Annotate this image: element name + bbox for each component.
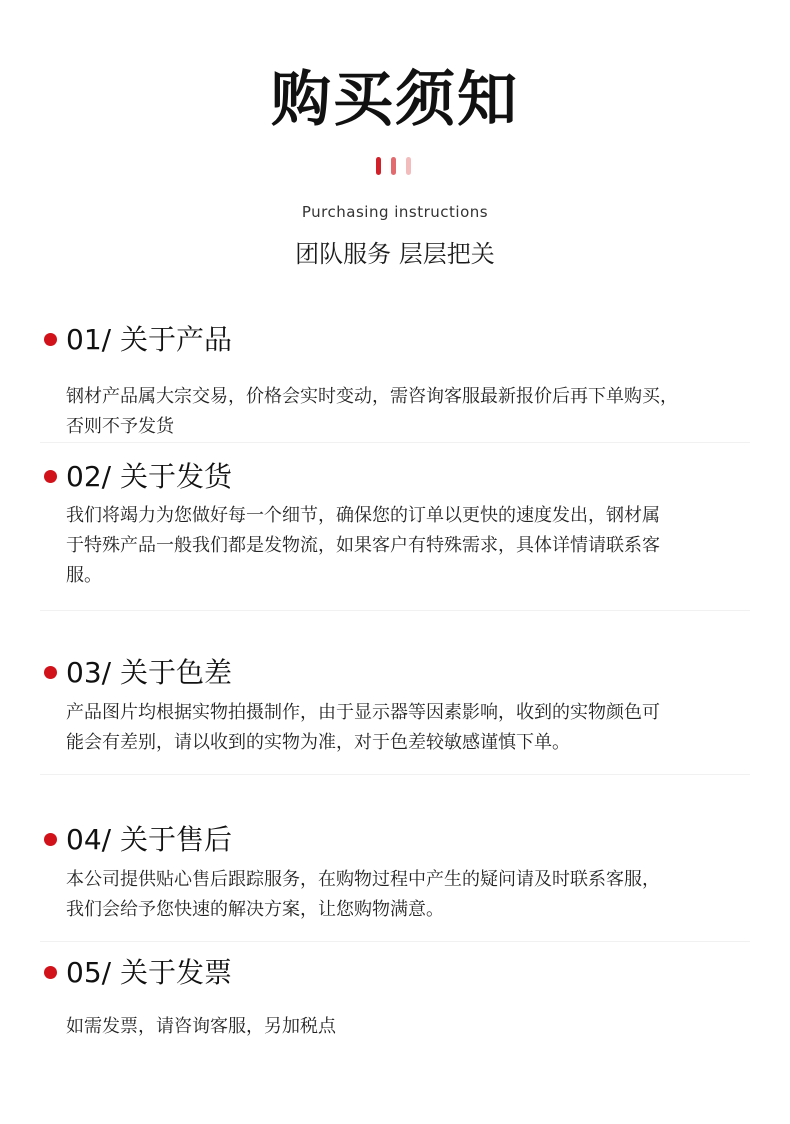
section-heading-text: 02/ 关于发货 [66, 460, 232, 493]
divider [40, 941, 750, 942]
section-heading-text: 04/ 关于售后 [66, 823, 232, 856]
bullet-dot-icon [44, 966, 57, 979]
body-line: 于特殊产品一般我们都是发物流，如果客户有特殊需求，具体详情请联系客 [66, 535, 660, 556]
section-heading-text: 01/ 关于产品 [66, 323, 232, 356]
bullet-dot-icon [44, 333, 57, 346]
accent-bars-decoration [376, 157, 416, 175]
divider [40, 774, 750, 775]
body-line: 本公司提供贴心售后跟踪服务，在购物过程中产生的疑问请及时联系客服， [66, 869, 660, 890]
section-heading-text: 05/ 关于发票 [66, 956, 232, 989]
page-subtitle-english: Purchasing instructions [301, 203, 489, 221]
body-line: 否则不予发货 [66, 416, 174, 437]
section-heading [0, 653, 790, 693]
body-line: 我们将竭力为您做好每一个细节，确保您的订单以更快的速度发出，钢材属 [66, 505, 660, 526]
accent-bar [391, 157, 396, 175]
body-line: 服。 [66, 565, 102, 586]
divider [40, 442, 750, 443]
section-body [66, 501, 746, 591]
bullet-dot-icon [44, 833, 57, 846]
section-body [66, 698, 746, 758]
section-heading [0, 820, 790, 860]
page-title: 购买须知 [271, 65, 519, 135]
accent-bar [376, 157, 381, 175]
body-line: 钢材产品属大宗交易，价格会实时变动，需咨询客服最新报价后再下单购买， [66, 386, 678, 407]
body-line: 产品图片均根据实物拍摄制作，由于显示器等因素影响，收到的实物颜色可 [66, 702, 660, 723]
section-heading-text: 03/ 关于色差 [66, 656, 232, 689]
section-body [66, 382, 746, 442]
accent-bar [406, 157, 411, 175]
page-slogan: 团队服务 层层把关 [295, 240, 495, 268]
divider [40, 610, 750, 611]
bullet-dot-icon [44, 470, 57, 483]
section-heading [0, 457, 790, 497]
bullet-dot-icon [44, 666, 57, 679]
body-line: 能会有差别，请以收到的实物为准，对于色差较敏感谨慎下单。 [66, 732, 570, 753]
section-body [66, 1012, 746, 1042]
body-line: 我们会给予您快速的解决方案，让您购物满意。 [66, 899, 444, 920]
section-heading [0, 953, 790, 993]
body-line: 如需发票，请咨询客服，另加税点 [66, 1016, 336, 1037]
section-body [66, 865, 746, 925]
section-heading [0, 320, 790, 360]
